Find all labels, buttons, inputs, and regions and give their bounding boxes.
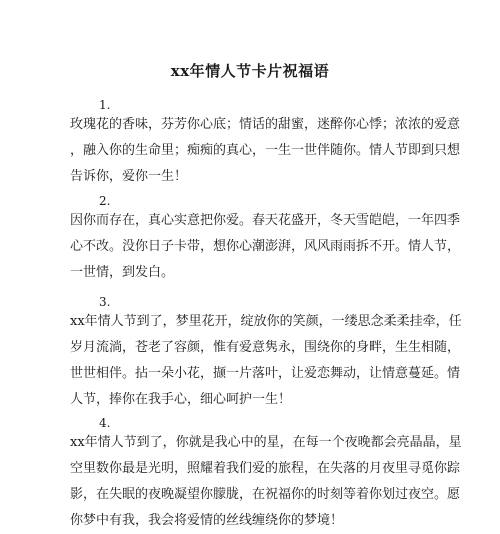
section-paragraph-2 [70,208,461,286]
section-paragraph-1 [70,112,461,190]
section-paragraph-4 [70,430,462,534]
paragraph-line: 因你而存在，真心实意把你爱。春天花盛开，冬天雪皑皑，一年四季 [70,213,461,228]
paragraph-line: xx年情人节到了，梦里花开，绽放你的笑颜，一缕思念柔柔挂牵，任 [70,314,462,329]
section-number-4: 4. [99,416,111,430]
paragraph-line: 岁月流淌，苍老了容颜，惟有爱意隽永，围绕你的身畔，生生相随， [70,340,461,355]
paragraph-line: 玫瑰花的香味，芬芳你心底；情话的甜蜜，迷醉你心悸；浓浓的爱意 [70,117,461,132]
section-number-3: 3. [99,295,111,309]
paragraph-line: 空里数你最是光明，照耀着我们爱的旅程，在失落的月夜里寻觅你踪 [70,461,461,476]
paragraph-line: xx年情人节到了，你就是我心中的星，在每一个夜晚都会亮晶晶，星 [70,435,462,450]
paragraph-line: 心不改。没你日子卡带，想你心潮澎湃，风风雨雨拆不开。情人节， [70,239,461,254]
paragraph-line: ，融入你的生命里；痴痴的真心，一生一世伴随你。情人节即到只想 [70,143,461,158]
section-paragraph-3 [70,309,462,413]
document-title: xx年情人节卡片祝福语 [170,62,330,80]
paragraph-line: 告诉你，爱你一生！ [70,169,188,184]
section-number-2: 2. [99,194,111,208]
paragraph-line: 你梦中有我，我会将爱情的丝线缠绕你的梦境！ [70,513,344,528]
paragraph-line: 世世相伴。拈一朵小花，撷一片落叶，让爱恋舞动，让情意蔓延。情 [70,366,461,381]
paragraph-line: 影，在失眠的夜晚凝望你朦胧，在祝福你的时刻等着你划过夜空。愿 [70,487,461,502]
paragraph-line: 一世情，到发白。 [70,265,175,280]
section-number-1: 1. [99,98,111,112]
paragraph-line: 人节，捧你在我手心，细心呵护一生！ [70,392,292,407]
